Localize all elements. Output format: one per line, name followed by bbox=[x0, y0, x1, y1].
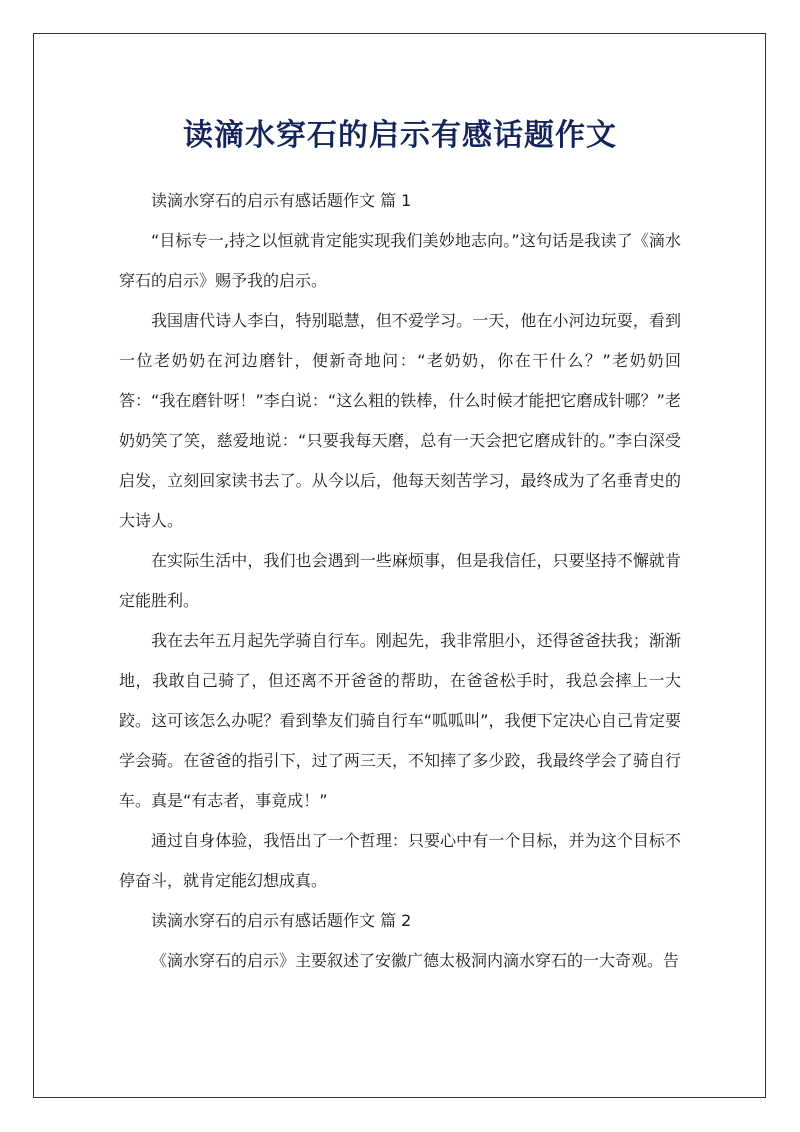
document-title: 读滴水穿石的启示有感话题作文 bbox=[183, 118, 617, 153]
section-heading-1: 读滴水穿石的启示有感话题作文 篇 1 bbox=[151, 191, 412, 210]
paragraph: 《滴水穿石的启示》主要叙述了安徽广德太极洞内滴水穿石的一大奇观。告 bbox=[151, 951, 680, 970]
document-body bbox=[119, 181, 681, 981]
paragraph: “目标专一,持之以恒就肯定能实现我们美妙地志向。”这句话是我读了《滴水穿石的启示》赐予我的启示。 bbox=[119, 231, 681, 290]
paragraph: 我在去年五月起先学骑自行车。刚起先，我非常胆小，还得爸爸扶我；渐渐地，我敢自己骑了，但还离不开爸爸的帮助，在爸爸松手时，我总会摔上一大跤。这可该怎么办呢？看到挚友们骑自行车“呱呱叫”，我便下定决心自己肯定要学会骑。在爸爸的指引下，过了两三天，不知摔了多少跤，我最终学会了骑自行车。真是“有志者，事竟成！” bbox=[119, 631, 681, 810]
section-heading-2: 读滴水穿石的启示有感话题作文 篇 2 bbox=[151, 911, 412, 930]
paragraph: 通过自身体验，我悟出了一个哲理：只要心中有一个目标，并为这个目标不停奋斗，就肯定能幻想成真。 bbox=[119, 831, 681, 890]
paragraph: 我国唐代诗人李白，特别聪慧，但不爱学习。一天，他在小河边玩耍，看到一位老奶奶在河边磨针，便新奇地问：“老奶奶，你在干什么？”老奶奶回答：“我在磨针呀！”李白说：“这么粗的铁棒，什么时候才能把它磨成针哪？”老奶奶笑了笑，慈爱地说：“只要我每天磨，总有一天会把它磨成针的。”李白深受启发，立刻回家读书去了。从今以后，他每天刻苦学习，最终成为了名垂青史的大诗人。 bbox=[119, 311, 681, 530]
paragraph: 在实际生活中，我们也会遇到一些麻烦事，但是我信任，只要坚持不懈就肯定能胜利。 bbox=[119, 551, 681, 610]
